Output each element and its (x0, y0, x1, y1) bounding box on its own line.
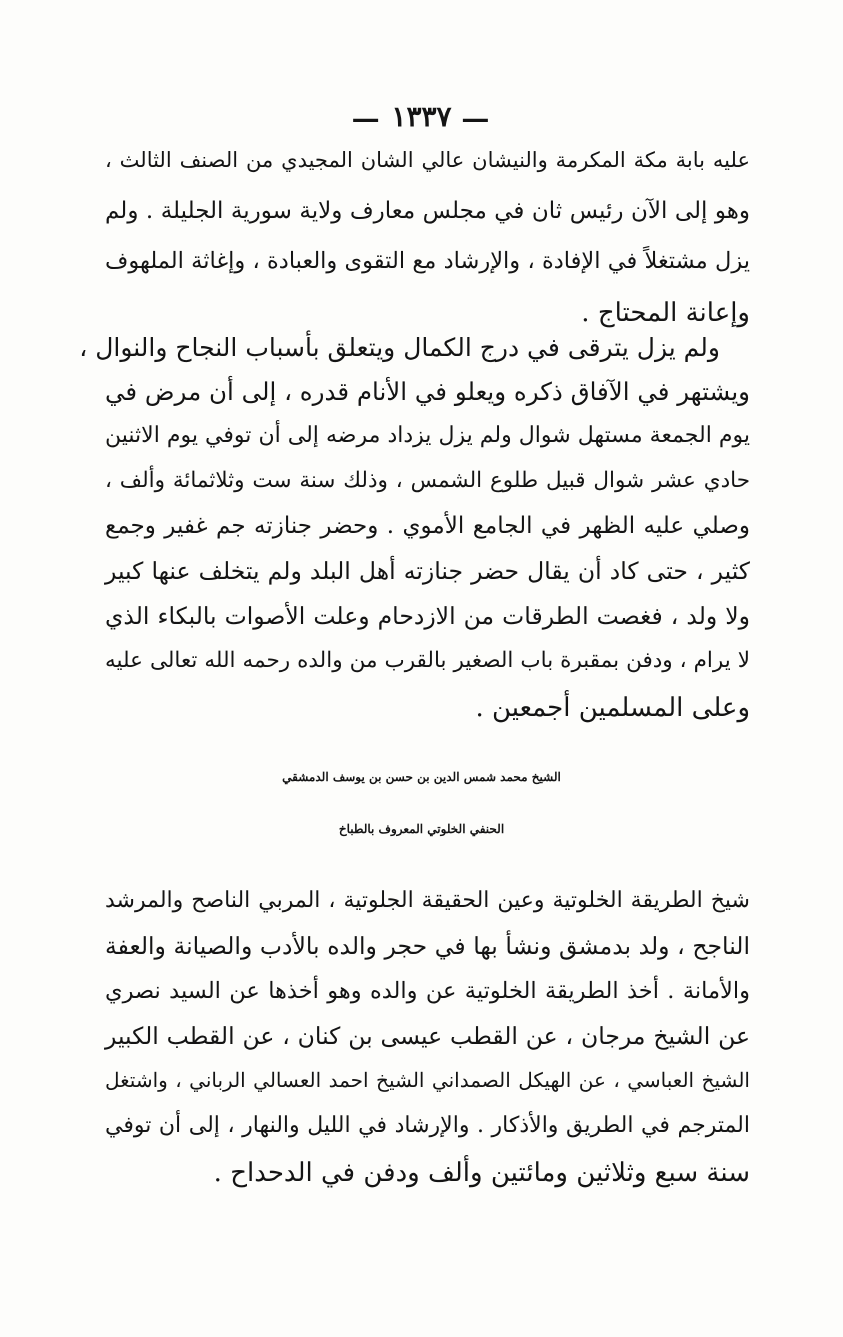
paragraph-3-line: سنة سبع وثلاثين ومائتين وألف ودفن في الدحداح . (213, 1158, 750, 1188)
paragraph-2-line: كثير ، حتى كاد أن يقال حضر جنازته أهل البلد ولم يتخلف عنها كبير (105, 557, 750, 585)
heading-line-2: الحنفي الخلوتي المعروف بالطباخ (338, 822, 505, 836)
paragraph-2 (79, 333, 750, 740)
paragraph-3-line: الناجح ، ولد بدمشق ونشأ بها في حجر والده بالأدب والصيانة والعفة (105, 932, 750, 960)
paragraph-2-first-line: ولم يزل يترقى في درج الكمال ويتعلق بأسباب النجاح والنوال ، (79, 333, 720, 362)
paragraph-1 (105, 150, 750, 350)
paragraph-2-line: حادي عشر شوال قبيل طلوع الشمس ، وذلك سنة ست وثلاثمائة وألف ، (105, 468, 750, 493)
paragraph-2-line: ويشتهر في الآفاق ذكره ويعلو في الأنام قدره ، إلى أن مرض في (105, 377, 750, 406)
page-number-header (0, 100, 843, 135)
paragraph-3 (105, 890, 750, 1205)
paragraph-2-line: يوم الجمعة مستهل شوال ولم يزل يزداد مرضه إلى أن توفي يوم الاثنين (105, 423, 750, 448)
paragraph-3-line: عن الشيخ مرجان ، عن القطب عيسى بن كنان ، عن القطب الكبير (105, 1022, 750, 1050)
paragraph-1-line: وهو إلى الآن رئيس ثان في مجلس معارف ولاية سورية الجليلة . ولم (105, 198, 750, 224)
heading-line-1: الشيخ محمد شمس الدين بن حسن بن يوسف الدمشقي (282, 770, 561, 784)
paragraph-2-line: لا يرام ، ودفن بمقبرة باب الصغير بالقرب من والده رحمه الله تعالى عليه (105, 648, 750, 673)
paragraph-1-line: وإعانة المحتاج . (581, 298, 750, 328)
paragraph-1-line: يزل مشتغلاً في الإفادة ، والإرشاد مع التقوى والعبادة ، وإغاثة الملهوف (105, 248, 750, 274)
paragraph-3-line: المترجم في الطريق والأذكار . والإرشاد في الليل والنهار ، إلى أن توفي (105, 1113, 750, 1138)
paragraph-2-line: وعلى المسلمين أجمعين . (475, 693, 750, 723)
page-number-dash-left: — (351, 102, 382, 135)
paragraph-3-line: والأمانة . أخذ الطريقة الخلوتية عن والده وهو أخذها عن السيد نصري (105, 978, 750, 1004)
paragraph-3-line: شيخ الطريقة الخلوتية وعين الحقيقة الجلوتية ، المربي الناصح والمرشد (105, 888, 750, 913)
paragraph-2-line: ولا ولد ، فغصت الطرقات من الازدحام وعلت الأصوات بالبكاء الذي (105, 602, 750, 630)
paragraph-3-line: الشيخ العباسي ، عن الهيكل الصمداني الشيخ احمد العسالي الرباني ، واشتغل (105, 1068, 750, 1092)
page-number: ١٣٣٧ (391, 100, 452, 133)
page-number-dash-right: — (461, 102, 492, 135)
paragraph-2-line: وصلي عليه الظهر في الجامع الأموي . وحضر جنازته جم غفير وجمع (105, 513, 750, 539)
paragraph-1-line: عليه بابة مكة المكرمة والنيشان عالي الشان المجيدي من الصنف الثالث ، (105, 148, 750, 172)
biography-heading (0, 770, 843, 874)
